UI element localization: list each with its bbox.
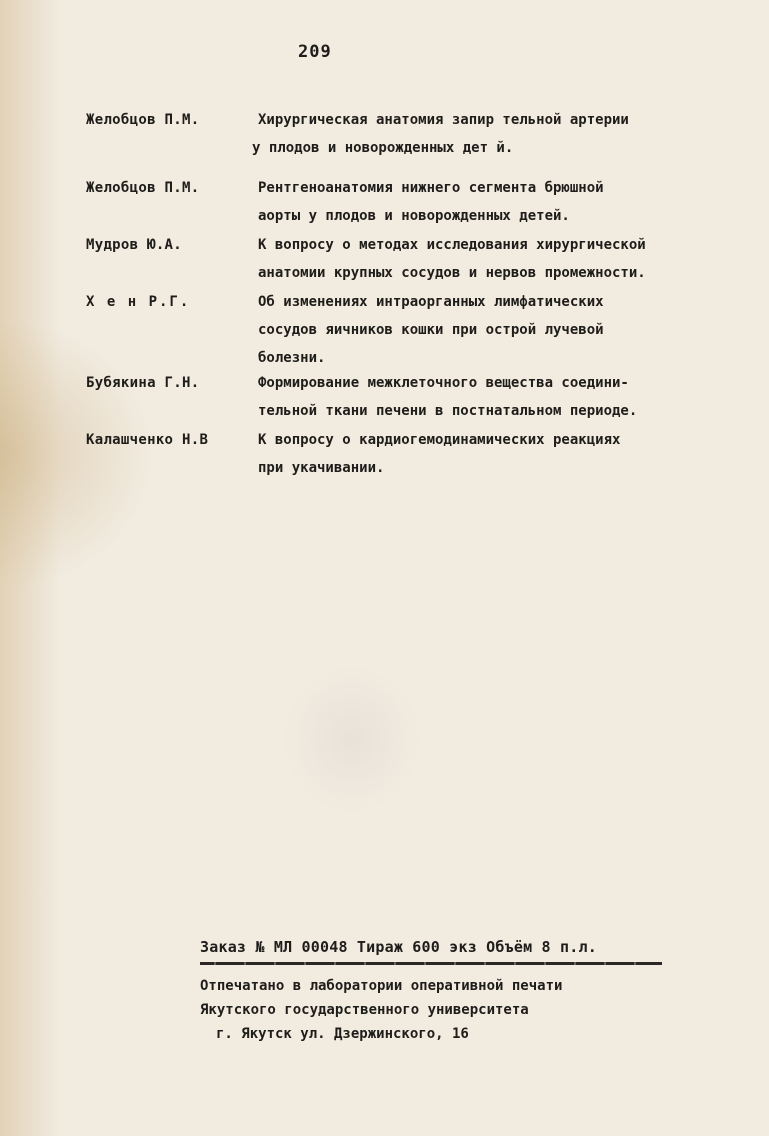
printing-info [200,974,670,1046]
entry-title [258,174,738,230]
entry-title-line: К вопросу о кардиогемодинамических реакциях [258,432,621,448]
printing-info-line: Отпечатано в лаборатории оперативной печати [200,978,563,994]
entry-author: Желобцов П.М. [86,180,200,196]
entry-title-line: анатомии крупных сосудов и нервов промежности. [258,265,646,281]
entry-title-line: аорты у плодов и новорожденных детей. [258,208,570,224]
colophon [200,938,670,1046]
entry-title [258,369,738,425]
entry-title [258,426,738,482]
entry-author: Желобцов П.М. [86,112,200,128]
entry-author: Калашченко Н.В [86,432,209,448]
entry-title [258,231,738,287]
page-number: 209 [298,42,332,62]
entry-title-line: Хирургическая анатомия запир тельной артерии [258,112,629,128]
entry-title-line: Формирование межклеточного вещества соедини- [258,375,629,391]
entry-author: Бубякина Г.Н. [86,375,200,391]
entry-title-line: Рентгеноанатомия нижнего сегмента брюшной [258,180,604,196]
entry-title [258,288,738,372]
entry-title-line: К вопросу о методах исследования хирургической [258,237,646,253]
paper-stain [282,664,422,814]
order-line: Заказ № МЛ 00048 Тираж 600 экз Объём 8 п.л. [200,938,597,956]
entry-author: Х е н Р.Г. [86,294,191,310]
printing-info-line: Якутского государственного университета [200,1002,529,1018]
entry-author: Мудров Ю.А. [86,237,183,253]
entry-title-line: у плодов и новорожденных дет й. [252,140,514,156]
printing-info-line: г. Якутск ул. Дзержинского, 16 [216,1026,469,1042]
entry-title-line: тельной ткани печени в постнатальном периоде. [258,403,638,419]
entry-title-line: сосудов яичников кошки при острой лучевой [258,322,604,338]
entry-title [252,106,738,162]
divider [200,962,662,965]
entry-title-line: болезни. [258,350,326,366]
entry-title-line: при укачивании. [258,460,385,476]
entry-title-line: Об изменениях интраорганных лимфатических [258,294,604,310]
